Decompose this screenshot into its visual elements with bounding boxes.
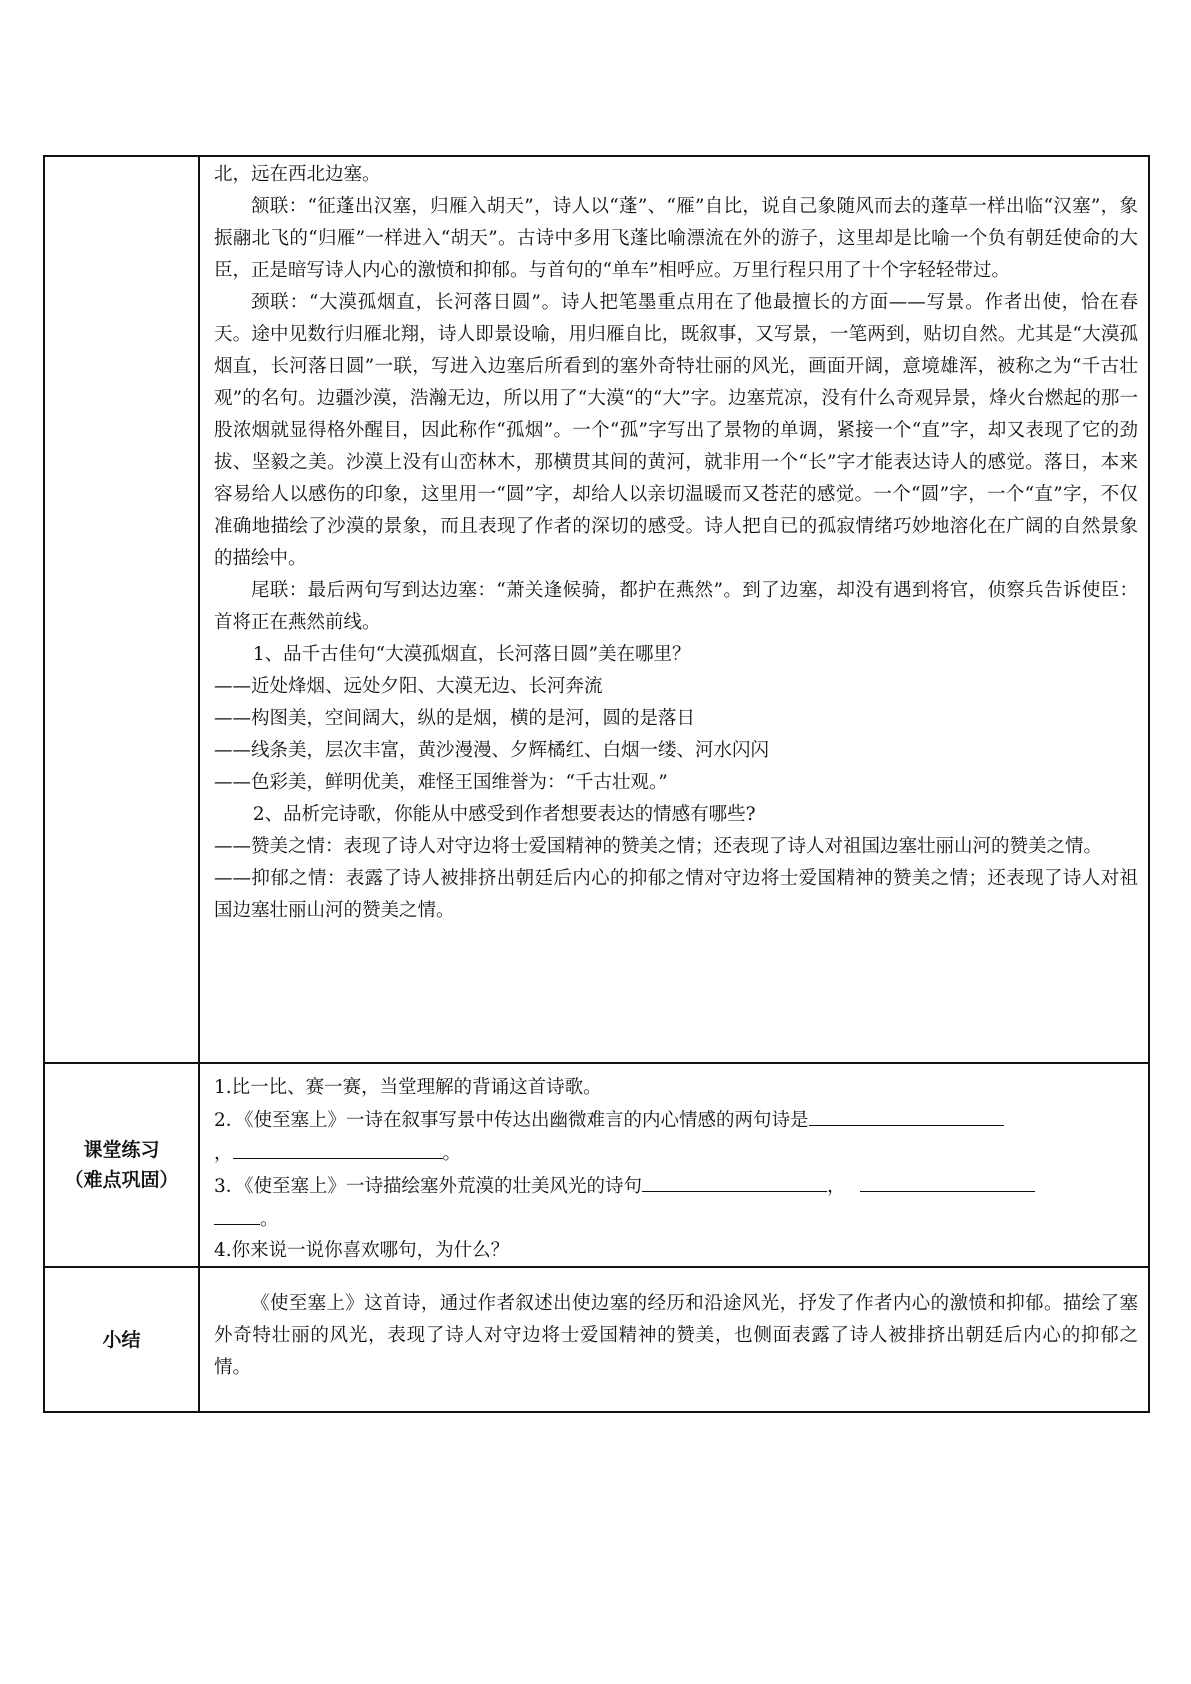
answer-blank[interactable]: [860, 1169, 1035, 1192]
summary-row: [44, 1267, 1149, 1412]
answer-blank[interactable]: [233, 1136, 443, 1159]
answer-line: ——近处烽烟、远处夕阳、大漠无边、长河奔流: [214, 676, 603, 697]
summary-text: 《使至塞上》这首诗，通过作者叙述出使边塞的经历和沿途风光，抒发了作者内心的激愤和抑郁。描绘了塞外奇特壮丽的风光，表现了诗人对守边将士爱国精神的赞美，也侧面表露了诗人被排挤出朝廷后内心的抑郁之情。: [214, 1293, 1138, 1378]
summary-content-cell: [199, 1267, 1149, 1412]
exercise-1: 1.比一比、赛一赛，当堂理解的背诵这首诗歌。: [214, 1077, 602, 1098]
practice-label-cell: [44, 1063, 199, 1267]
answer-line: ——赞美之情：表现了诗人对守边将士爱国精神的赞美之情；还表现了诗人对祖国边塞壮丽山河的赞美之情。: [214, 836, 1103, 857]
analysis-paragraph: 北，远在西北边塞。: [214, 164, 381, 185]
question-heading: 1、品千古佳句“大漠孤烟直，长河落日圆”美在哪里？: [252, 644, 691, 665]
exercise-4: 4.你来说一说你喜欢哪句，为什么？: [214, 1240, 510, 1261]
practice-content: [200, 1064, 1148, 1266]
practice-row: [44, 1063, 1149, 1267]
answer-line: ——线条美，层次丰富，黄沙漫漫、夕辉橘红、白烟一缕、河水闪闪: [214, 740, 770, 761]
answer-line: ——构图美，空间阔大，纵的是烟，横的是河，圆的是落日: [214, 708, 696, 729]
practice-sublabel: （难点巩固）: [64, 1169, 179, 1191]
analysis-label-cell: [44, 156, 199, 1063]
analysis-paragraph: 颈联：“大漠孤烟直，长河落日圆”。诗人把笔墨重点用在了他最擅长的方面——写景。作者出使，恰在春天。途中见数行归雁北翔，诗人即景设喻，用归雁自比，既叙事，又写景，一笔两到，贴切自然。尤其是“大漠孤烟直，长河落日圆”一联，写进入边塞后所看到的塞外奇特壮丽的风光，画面开阔，意境雄浑，被称之为“千古壮观”的名句。边疆沙漠，浩瀚无边，所以用了“大漠“的“大”字。边塞荒凉，没有什么奇观异景，烽火台燃起的那一股浓烟就显得格外醒目，因此称作“孤烟”。一个“孤”字写出了景物的单调，紧接一个“直”字，却又表现了它的劲拔、坚毅之美。沙漠上没有山峦林木，那横贯其间的黄河，就非用一个“长”字才能表达诗人的感觉。落日，本来容易给人以感伤的印象，这里用一“圆”字，却给人以亲切温暖而又苍茫的感觉。一个“圆”字，一个“直”字，不仅准确地描绘了沙漠的景象，而且表现了作者的深切的感受。诗人把自已的孤寂情绪巧妙地溶化在广阔的自然景象的描绘中。: [214, 292, 1138, 569]
analysis-paragraph: 尾联：最后两句写到达边塞：“萧关逢候骑，都护在燕然”。到了边塞，却没有遇到将官，侦察兵告诉使臣：首将正在燕然前线。: [214, 580, 1138, 633]
analysis-content-cell: [199, 156, 1149, 1063]
exercise-3-continued: [214, 1202, 1138, 1235]
answer-line: ——抑郁之情：表露了诗人被排挤出朝廷后内心的抑郁之情对守边将士爱国精神的赞美之情；还表现了诗人对祖国边塞壮丽山河的赞美之情。: [214, 868, 1138, 921]
summary-content: [200, 1268, 1148, 1384]
answer-blank[interactable]: [214, 1202, 260, 1225]
summary-label: 小结: [102, 1328, 141, 1351]
period-text: 。: [260, 1209, 279, 1230]
analysis-paragraph: 颔联：“征蓬出汉塞，归雁入胡天”，诗人以“蓬”、“雁”自比，说自己象随风而去的蓬草一样出临“汉塞”，象振翮北飞的“归雁”一样进入“胡天”。古诗中多用飞蓬比喻漂流在外的游子，这里却是比喻一个负有朝廷使命的大臣，正是暗写诗人内心的激愤和抑郁。与首句的“单车”相呼应。万里行程只用了十个字轻轻带过。: [214, 196, 1138, 281]
answer-blank[interactable]: [809, 1103, 1004, 1126]
practice-label: 课堂练习: [83, 1139, 160, 1161]
analysis-content: [200, 157, 1148, 927]
period-text: 。: [442, 1143, 462, 1164]
exercise-3-text: 3．《使至塞上》一诗描绘塞外荒漠的壮美风光的诗句: [214, 1176, 643, 1197]
exercise-3: [214, 1169, 1138, 1202]
exercise-2-text: 2．《使至塞上》一诗在叙事写景中传达出幽微难言的内心情感的两句诗是: [214, 1110, 809, 1131]
separator-text: ，: [827, 1176, 846, 1197]
lesson-plan-table: [43, 155, 1150, 1413]
answer-blank[interactable]: [642, 1169, 827, 1192]
exercise-2: [214, 1103, 1138, 1136]
exercise-2-continued: [214, 1136, 1138, 1169]
practice-content-cell: [199, 1063, 1149, 1267]
separator-text: ，: [214, 1143, 233, 1164]
answer-line: ——色彩美，鲜明优美，难怪王国维誉为：“千古壮观。”: [214, 772, 668, 793]
analysis-row: [44, 156, 1149, 1063]
summary-label-cell: [44, 1267, 199, 1412]
question-heading: 2、品析完诗歌，你能从中感受到作者想要表达的情感有哪些?: [252, 804, 756, 825]
